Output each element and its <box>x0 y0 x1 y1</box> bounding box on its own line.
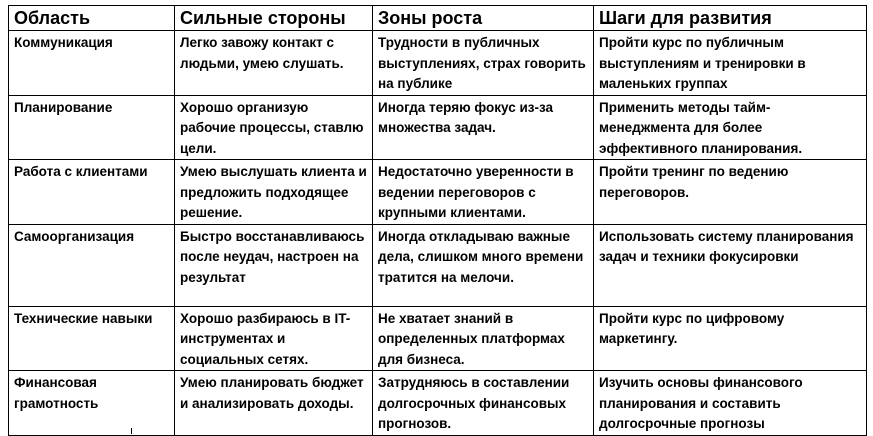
cell-steps: Пройти тренинг по ведению переговоров. <box>594 160 867 225</box>
cell-strengths: Легко завожу контакт с людьми, умею слушать. <box>175 31 373 96</box>
table-row <box>9 224 867 306</box>
cell-growth: Иногда откладываю важные дела, слишком много времени тратится на мелочи. <box>373 224 594 306</box>
development-plan-table <box>8 5 867 436</box>
header-steps: Шаги для развития <box>594 6 867 31</box>
cell-steps: Использовать систему планирования задач и техники фокусировки <box>594 224 867 306</box>
cell-area: Самоорганизация <box>9 224 175 306</box>
header-strengths: Сильные стороны <box>175 6 373 31</box>
cell-growth: Иногда теряю фокус из-за множества задач. <box>373 95 594 160</box>
header-row <box>9 6 867 31</box>
cell-area: Планирование <box>9 95 175 160</box>
cell-steps: Пройти курс по публичным выступлениям и тренировки в маленьких группах <box>594 31 867 96</box>
text-cursor-mark <box>131 428 132 434</box>
header-area: Область <box>9 6 175 31</box>
cell-strengths: Умею планировать бюджет и анализировать доходы. <box>175 371 373 436</box>
cell-growth: Не хватает знаний в определенных платформах для бизнеса. <box>373 306 594 371</box>
cell-area: Технические навыки <box>9 306 175 371</box>
cell-growth: Трудности в публичных выступлениях, страх говорить на публике <box>373 31 594 96</box>
cell-area: Финансовая грамотность <box>9 371 175 436</box>
table-row <box>9 371 867 436</box>
cell-strengths: Умею выслушать клиента и предложить подходящее решение. <box>175 160 373 225</box>
table-row <box>9 95 867 160</box>
cell-steps: Изучить основы финансового планирования и составить долгосрочные прогнозы <box>594 371 867 436</box>
cell-steps: Пройти курс по цифровому маркетингу. <box>594 306 867 371</box>
table-row <box>9 160 867 225</box>
cell-strengths: Быстро восстанавливаюсь после неудач, настроен на результат <box>175 224 373 306</box>
cell-steps: Применить методы тайм-менеджмента для более эффективного планирования. <box>594 95 867 160</box>
cell-growth: Недостаточно уверенности в ведении переговоров с крупными клиентами. <box>373 160 594 225</box>
cell-growth: Затрудняюсь в составлении долгосрочных финансовых прогнозов. <box>373 371 594 436</box>
cell-area: Работа с клиентами <box>9 160 175 225</box>
table-row <box>9 306 867 371</box>
cell-strengths: Хорошо организую рабочие процессы, ставлю цели. <box>175 95 373 160</box>
cell-area: Коммуникация <box>9 31 175 96</box>
cell-strengths: Хорошо разбираюсь в IT-инструментах и социальных сетях. <box>175 306 373 371</box>
header-growth: Зоны роста <box>373 6 594 31</box>
table-row <box>9 31 867 96</box>
